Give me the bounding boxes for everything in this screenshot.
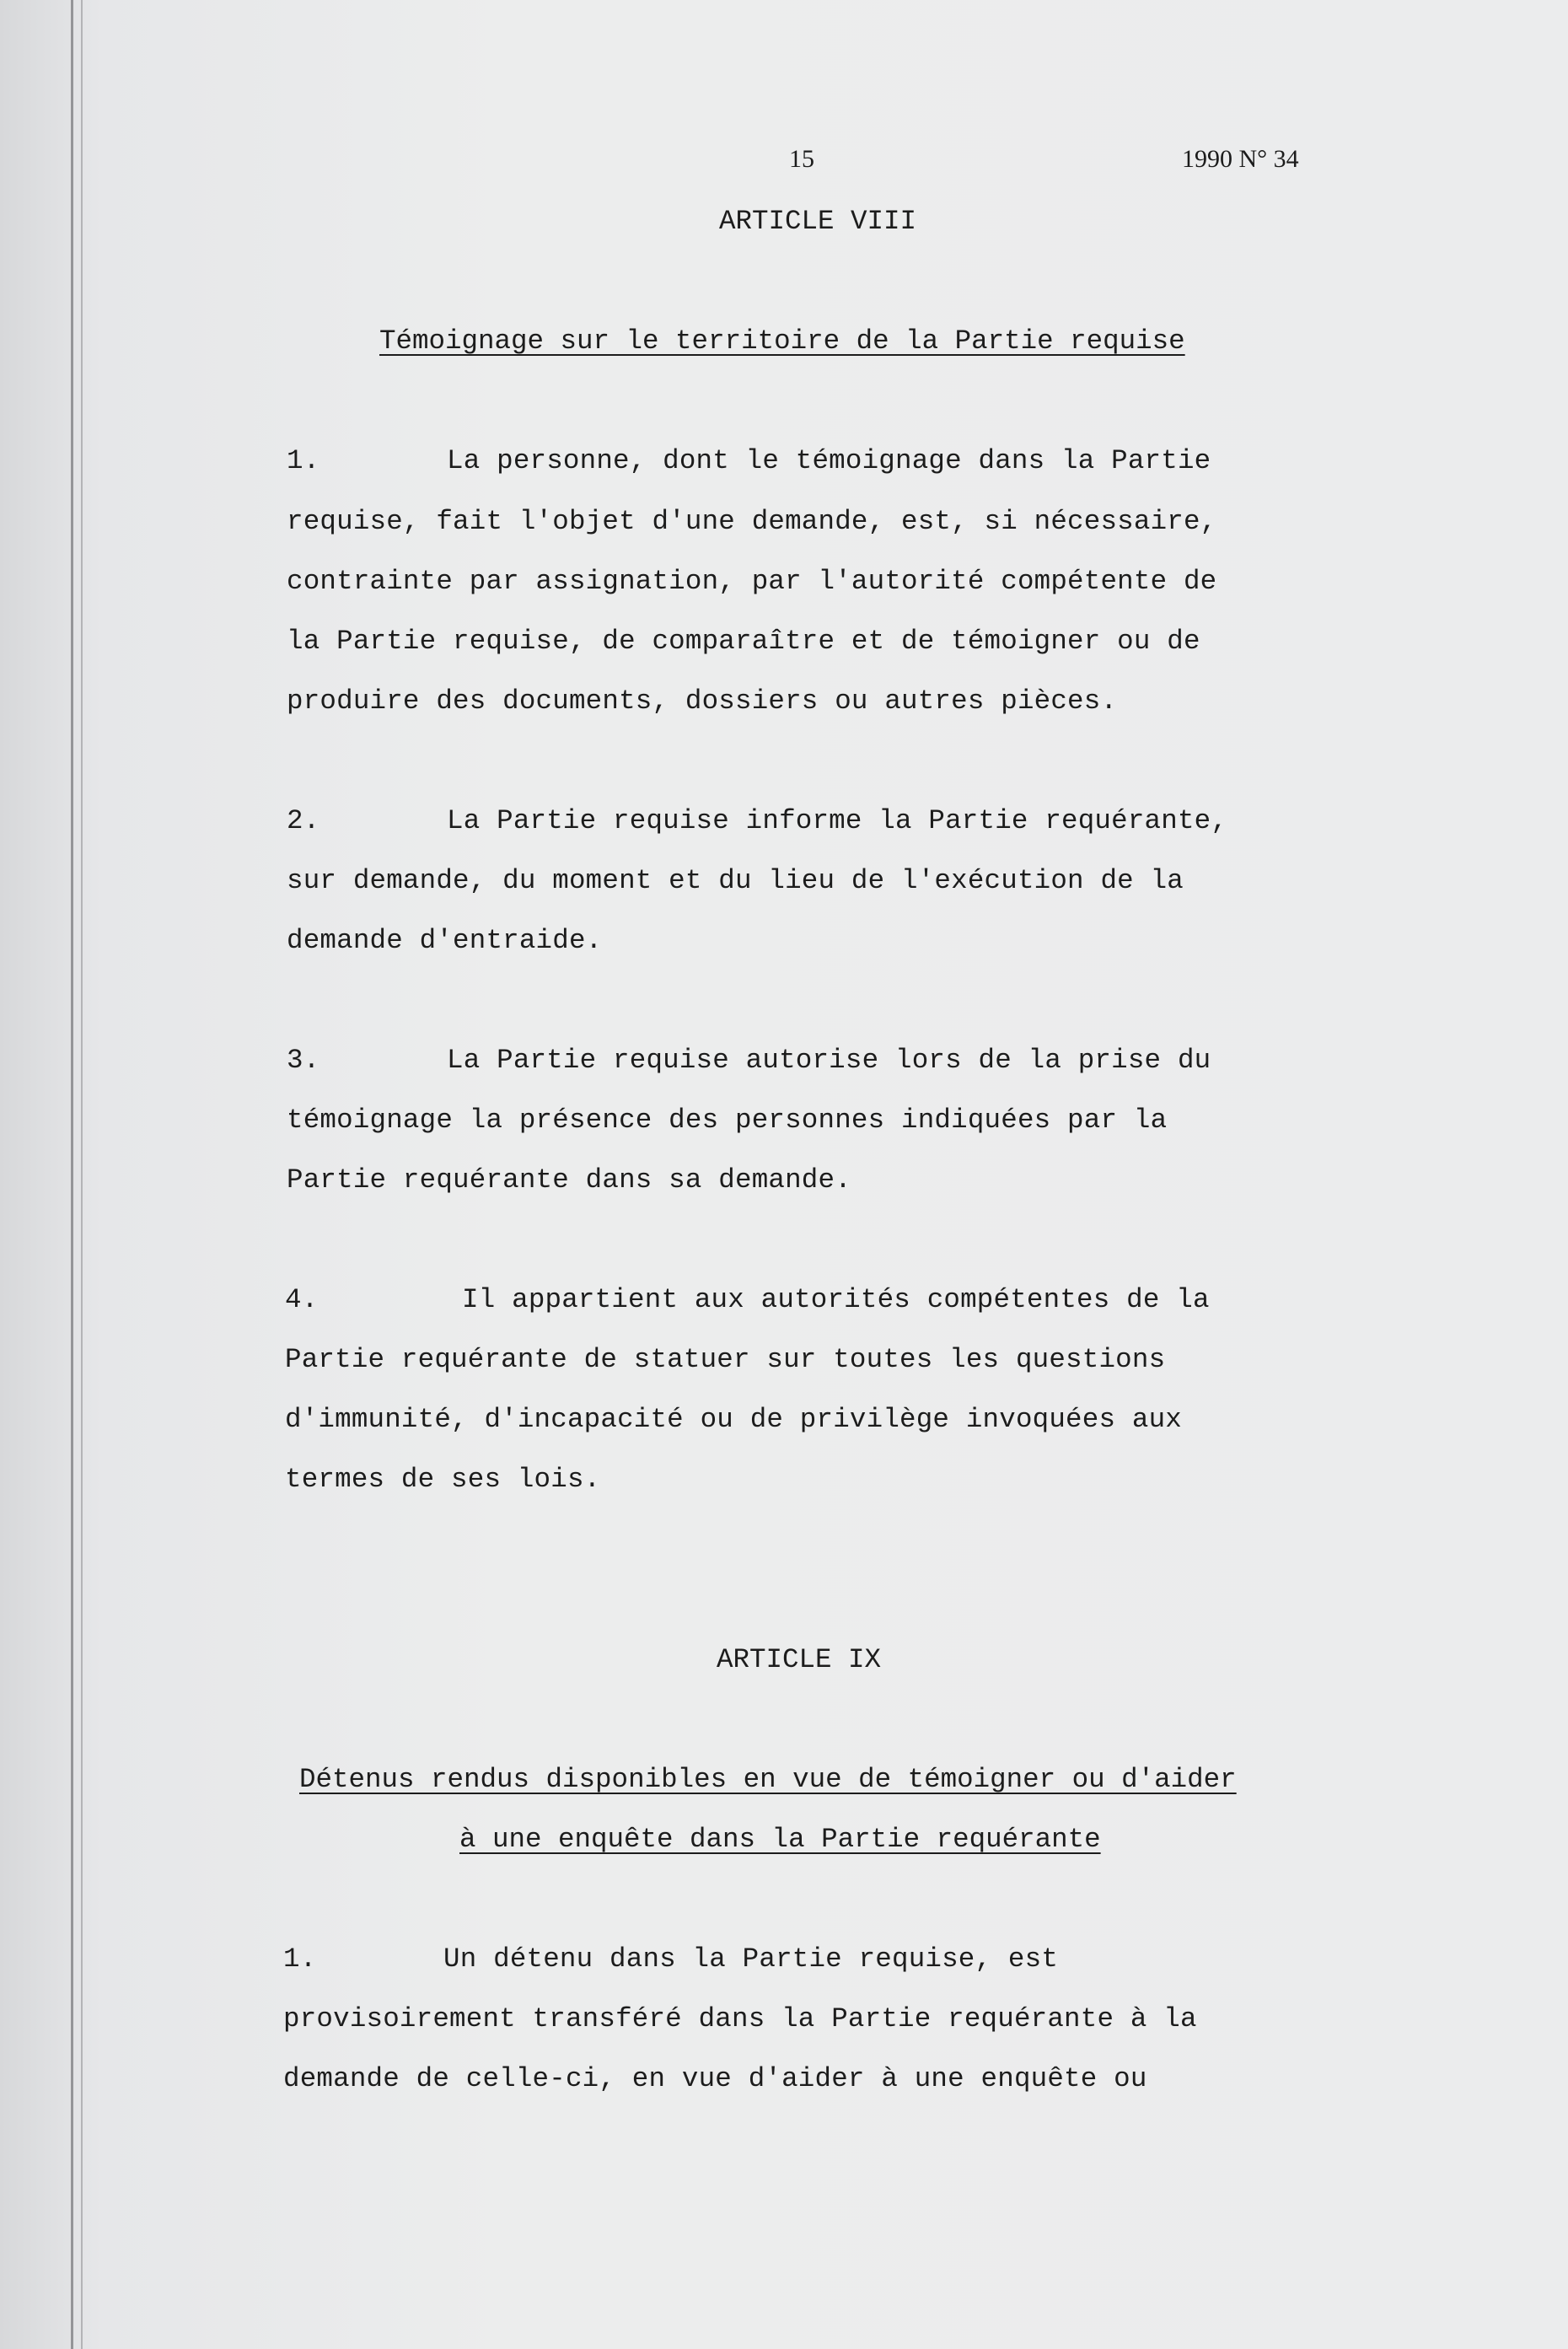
article-ix-subtitle-line2: à une enquête dans la Partie requérante xyxy=(459,1824,1101,1855)
page-number: 15 xyxy=(789,145,814,173)
paragraph-line: demande d'entraide. xyxy=(287,925,603,956)
article-viii-subtitle: Témoignage sur le territoire de la Partie requise xyxy=(379,325,1185,357)
paragraph-line: sur demande, du moment et du lieu de l'exécution de la xyxy=(287,865,1184,896)
paragraph-number: 4. xyxy=(285,1284,319,1315)
paragraph-line: contrainte par assignation, par l'autorité compétente de xyxy=(287,566,1217,597)
paragraph-line: 3. La Partie requise autorise lors de la prise du xyxy=(287,1045,1211,1076)
paragraph-line: provisoirement transféré dans la Partie requérante à la xyxy=(283,2003,1197,2035)
paragraph-line: produire des documents, dossiers ou autres pièces. xyxy=(287,685,1118,717)
binding-edge-inner xyxy=(81,0,83,2349)
paragraph-number: 1. xyxy=(283,1943,317,1975)
paragraph-line: termes de ses lois. xyxy=(285,1464,601,1495)
article-ix-subtitle-line1: Détenus rendus disponibles en vue de témoigner ou d'aider xyxy=(299,1764,1237,1795)
paragraph-number: 3. xyxy=(287,1045,320,1076)
paragraph-number: 2. xyxy=(287,805,320,836)
article-ix-title: ARTICLE IX xyxy=(717,1644,882,1675)
document-reference: 1990 N° 34 xyxy=(1182,145,1299,173)
paragraph-line: Partie requérante de statuer sur toutes les questions xyxy=(285,1344,1166,1375)
paragraph-number: 1. xyxy=(287,445,320,476)
paragraph-line: demande de celle-ci, en vue d'aider à une enquête ou xyxy=(283,2063,1147,2094)
binding-edge xyxy=(71,0,73,2349)
paragraph-line: 4. Il appartient aux autorités compétentes de la xyxy=(285,1284,1210,1315)
paragraph-line: Partie requérante dans sa demande. xyxy=(287,1164,851,1196)
paragraph-line: d'immunité, d'incapacité ou de privilège invoquées aux xyxy=(285,1404,1182,1435)
paragraph-line: 1. Un détenu dans la Partie requise, est xyxy=(283,1943,1059,1975)
article-viii-title: ARTICLE VIII xyxy=(719,206,917,237)
paragraph-line: la Partie requise, de comparaître et de témoigner ou de xyxy=(287,626,1200,657)
paragraph-line: témoignage la présence des personnes indiquées par la xyxy=(287,1105,1168,1136)
paragraph-line: 1. La personne, dont le témoignage dans la Partie xyxy=(287,445,1211,476)
paragraph-line: requise, fait l'objet d'une demande, est, si nécessaire, xyxy=(287,506,1217,537)
paragraph-line: 2. La Partie requise informe la Partie requérante, xyxy=(287,805,1228,836)
